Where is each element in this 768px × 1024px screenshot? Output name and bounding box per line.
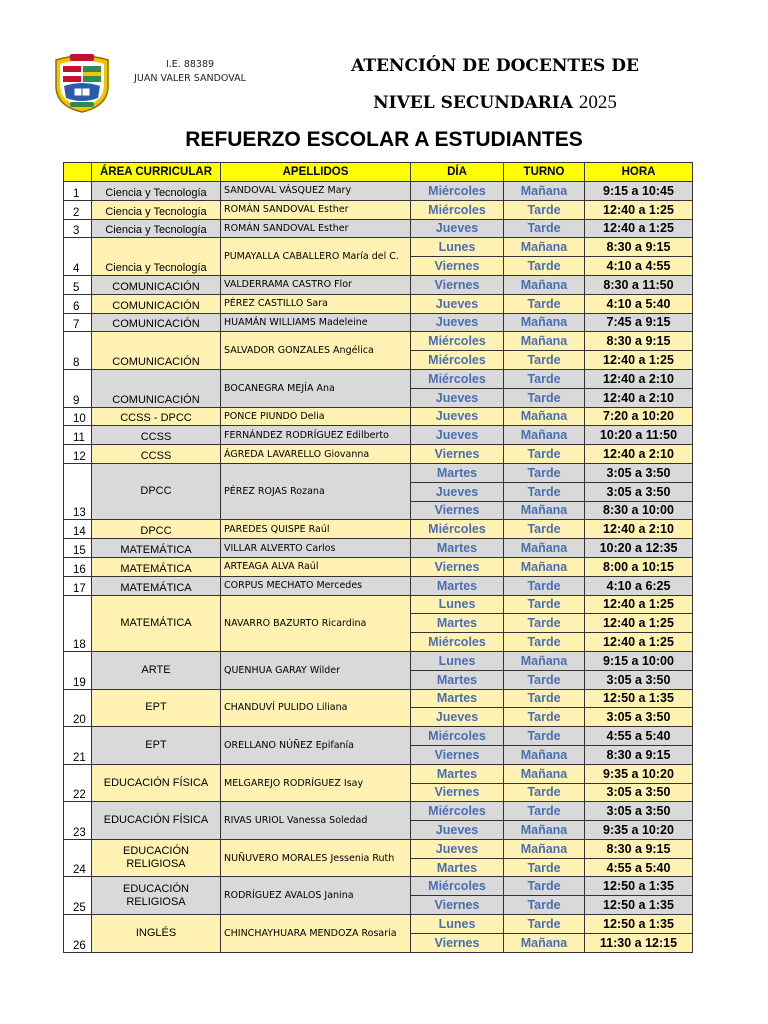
row-number: 26 bbox=[64, 915, 92, 953]
table-row bbox=[64, 445, 693, 464]
day-cell: Jueves bbox=[411, 708, 504, 727]
day-cell: Miércoles bbox=[411, 332, 504, 351]
area-cell: ARTE bbox=[92, 651, 221, 689]
shift-cell: Tarde bbox=[504, 219, 585, 238]
area-cell: COMUNICACIÓN bbox=[92, 313, 221, 332]
area-cell: Ciencia y Tecnología bbox=[92, 219, 221, 238]
day-cell: Miércoles bbox=[411, 727, 504, 746]
area-cell: CCSS bbox=[92, 426, 221, 445]
hour-cell: 3:05 a 3:50 bbox=[585, 708, 693, 727]
row-number: 19 bbox=[64, 651, 92, 689]
shift-cell: Mañana bbox=[504, 182, 585, 201]
shift-cell: Mañana bbox=[504, 557, 585, 576]
shift-cell: Mañana bbox=[504, 933, 585, 952]
row-number: 15 bbox=[64, 539, 92, 558]
area-cell: EDUCACIÓN FÍSICA bbox=[92, 764, 221, 802]
hour-cell: 9:35 a 10:20 bbox=[585, 821, 693, 840]
day-cell: Viernes bbox=[411, 501, 504, 520]
day-cell: Jueves bbox=[411, 839, 504, 858]
hour-cell: 4:55 a 5:40 bbox=[585, 858, 693, 877]
day-cell: Miércoles bbox=[411, 802, 504, 821]
area-cell: COMUNICACIÓN bbox=[92, 275, 221, 294]
hour-cell: 8:30 a 9:15 bbox=[585, 745, 693, 764]
table-body bbox=[64, 182, 693, 953]
row-number: 2 bbox=[64, 200, 92, 219]
table-row bbox=[64, 595, 693, 614]
title-line-2 bbox=[290, 92, 700, 114]
table-row bbox=[64, 313, 693, 332]
table-row bbox=[64, 915, 693, 934]
surname-cell: ROMÁN SANDOVAL Esther bbox=[221, 200, 411, 219]
shift-cell: Tarde bbox=[504, 858, 585, 877]
shift-cell: Tarde bbox=[504, 482, 585, 501]
hour-cell: 12:40 a 1:25 bbox=[585, 200, 693, 219]
area-cell: EPT bbox=[92, 689, 221, 727]
area-cell: MATEMÁTICA bbox=[92, 595, 221, 651]
hour-cell: 8:30 a 9:15 bbox=[585, 238, 693, 257]
row-number: 4 bbox=[64, 238, 92, 276]
hour-cell: 12:40 a 1:25 bbox=[585, 614, 693, 633]
area-cell: CCSS - DPCC bbox=[92, 407, 221, 426]
shift-cell: Mañana bbox=[504, 745, 585, 764]
area-cell: EDUCACIÓN RELIGIOSA bbox=[92, 839, 221, 877]
row-number: 6 bbox=[64, 294, 92, 313]
surname-cell: CORPUS MECHATO Mercedes bbox=[221, 576, 411, 595]
day-cell: Martes bbox=[411, 576, 504, 595]
surname-cell: SALVADOR GONZALES Angélica bbox=[221, 332, 411, 370]
title-line-1: ATENCIÓN DE DOCENTES DE bbox=[351, 56, 639, 76]
day-cell: Jueves bbox=[411, 426, 504, 445]
shift-cell: Tarde bbox=[504, 463, 585, 482]
table-row bbox=[64, 238, 693, 257]
hour-cell: 9:35 a 10:20 bbox=[585, 764, 693, 783]
hour-cell: 8:30 a 9:15 bbox=[585, 839, 693, 858]
header-number bbox=[64, 163, 92, 182]
surname-cell: NAVARRO BAZURTO Ricardina bbox=[221, 595, 411, 651]
surname-cell: PUMAYALLA CABALLERO María del C. bbox=[221, 238, 411, 276]
day-cell: Martes bbox=[411, 614, 504, 633]
day-cell: Miércoles bbox=[411, 200, 504, 219]
school-name: JUAN VALER SANDOVAL bbox=[134, 73, 246, 84]
area-cell: Ciencia y Tecnología bbox=[92, 238, 221, 276]
row-number: 8 bbox=[64, 332, 92, 370]
day-cell: Martes bbox=[411, 539, 504, 558]
day-cell: Viernes bbox=[411, 933, 504, 952]
row-number: 22 bbox=[64, 764, 92, 802]
table-row bbox=[64, 727, 693, 746]
shift-cell: Mañana bbox=[504, 426, 585, 445]
hour-cell: 4:10 a 6:25 bbox=[585, 576, 693, 595]
surname-cell: BOCANEGRA MEJÍA Ana bbox=[221, 369, 411, 407]
hour-cell: 3:05 a 3:50 bbox=[585, 802, 693, 821]
hour-cell: 3:05 a 3:50 bbox=[585, 482, 693, 501]
row-number: 5 bbox=[64, 275, 92, 294]
page-title: REFUERZO ESCOLAR A ESTUDIANTES bbox=[185, 128, 583, 151]
header-hour: HORA bbox=[585, 163, 693, 182]
area-cell: COMUNICACIÓN bbox=[92, 332, 221, 370]
hour-cell: 9:15 a 10:00 bbox=[585, 651, 693, 670]
row-number: 24 bbox=[64, 839, 92, 877]
hour-cell: 9:15 a 10:45 bbox=[585, 182, 693, 201]
day-cell: Miércoles bbox=[411, 877, 504, 896]
table-row bbox=[64, 802, 693, 821]
area-cell: DPCC bbox=[92, 520, 221, 539]
surname-cell: VILLAR ALVERTO Carlos bbox=[221, 539, 411, 558]
row-number: 1 bbox=[64, 182, 92, 201]
day-cell: Viernes bbox=[411, 783, 504, 802]
shift-cell: Mañana bbox=[504, 764, 585, 783]
hour-cell: 12:40 a 1:25 bbox=[585, 633, 693, 652]
area-cell: INGLÉS bbox=[92, 915, 221, 953]
hour-cell: 12:40 a 2:10 bbox=[585, 445, 693, 464]
surname-cell: ÁGREDA LAVARELLO Giovanna bbox=[221, 445, 411, 464]
hour-cell: 12:50 a 1:35 bbox=[585, 915, 693, 934]
shift-cell: Tarde bbox=[504, 877, 585, 896]
surname-cell: RODRÍGUEZ AVALOS Janina bbox=[221, 877, 411, 915]
day-cell: Viernes bbox=[411, 275, 504, 294]
shift-cell: Tarde bbox=[504, 351, 585, 370]
row-number: 7 bbox=[64, 313, 92, 332]
area-cell: Ciencia y Tecnología bbox=[92, 182, 221, 201]
header-area: ÁREA CURRICULAR bbox=[92, 163, 221, 182]
row-number: 21 bbox=[64, 727, 92, 765]
day-cell: Lunes bbox=[411, 651, 504, 670]
row-number: 12 bbox=[64, 445, 92, 464]
area-cell: MATEMÁTICA bbox=[92, 557, 221, 576]
hour-cell: 7:45 a 9:15 bbox=[585, 313, 693, 332]
shift-cell: Tarde bbox=[504, 369, 585, 388]
table-row bbox=[64, 275, 693, 294]
surname-cell: ARTEAGA ALVA Raúl bbox=[221, 557, 411, 576]
day-cell: Miércoles bbox=[411, 520, 504, 539]
table-row bbox=[64, 877, 693, 896]
schedule-table bbox=[63, 162, 693, 953]
surname-cell: HUAMÁN WILLIAMS Madeleine bbox=[221, 313, 411, 332]
table-row bbox=[64, 426, 693, 445]
surname-cell: MELGAREJO RODRÍGUEZ Isay bbox=[221, 764, 411, 802]
row-number: 14 bbox=[64, 520, 92, 539]
shift-cell: Tarde bbox=[504, 633, 585, 652]
shift-cell: Mañana bbox=[504, 821, 585, 840]
shift-cell: Tarde bbox=[504, 727, 585, 746]
table-row bbox=[64, 764, 693, 783]
table-row bbox=[64, 200, 693, 219]
shift-cell: Tarde bbox=[504, 595, 585, 614]
row-number: 10 bbox=[64, 407, 92, 426]
day-cell: Lunes bbox=[411, 915, 504, 934]
hour-cell: 12:40 a 1:25 bbox=[585, 595, 693, 614]
table-row bbox=[64, 407, 693, 426]
shift-cell: Tarde bbox=[504, 445, 585, 464]
table-header-row bbox=[64, 163, 693, 182]
day-cell: Martes bbox=[411, 689, 504, 708]
shift-cell: Mañana bbox=[504, 275, 585, 294]
row-number: 17 bbox=[64, 576, 92, 595]
surname-cell: CHANDUVÍ PULIDO Liliana bbox=[221, 689, 411, 727]
shift-cell: Tarde bbox=[504, 520, 585, 539]
shift-cell: Tarde bbox=[504, 388, 585, 407]
row-number: 25 bbox=[64, 877, 92, 915]
hour-cell: 3:05 a 3:50 bbox=[585, 463, 693, 482]
shift-cell: Tarde bbox=[504, 802, 585, 821]
shift-cell: Tarde bbox=[504, 200, 585, 219]
title-level: NIVEL SECUNDARIA bbox=[373, 93, 573, 113]
surname-cell: PAREDES QUISPE Raúl bbox=[221, 520, 411, 539]
table-row bbox=[64, 651, 693, 670]
table-row bbox=[64, 369, 693, 388]
hour-cell: 7:20 a 10:20 bbox=[585, 407, 693, 426]
shift-cell: Tarde bbox=[504, 915, 585, 934]
shift-cell: Tarde bbox=[504, 689, 585, 708]
shift-cell: Mañana bbox=[504, 839, 585, 858]
table-row bbox=[64, 576, 693, 595]
hour-cell: 8:30 a 9:15 bbox=[585, 332, 693, 351]
shift-cell: Tarde bbox=[504, 708, 585, 727]
shift-cell: Tarde bbox=[504, 614, 585, 633]
table-row bbox=[64, 463, 693, 482]
day-cell: Miércoles bbox=[411, 351, 504, 370]
table-row bbox=[64, 182, 693, 201]
hour-cell: 3:05 a 3:50 bbox=[585, 670, 693, 689]
shift-cell: Mañana bbox=[504, 501, 585, 520]
day-cell: Jueves bbox=[411, 821, 504, 840]
hour-cell: 12:40 a 1:25 bbox=[585, 351, 693, 370]
row-number: 13 bbox=[64, 463, 92, 519]
day-cell: Miércoles bbox=[411, 182, 504, 201]
surname-cell: SANDOVAL VÁSQUEZ Mary bbox=[221, 182, 411, 201]
day-cell: Jueves bbox=[411, 219, 504, 238]
shift-cell: Tarde bbox=[504, 896, 585, 915]
surname-cell: ROMÁN SANDOVAL Esther bbox=[221, 219, 411, 238]
hour-cell: 12:40 a 2:10 bbox=[585, 388, 693, 407]
surname-cell: PONCE PIUNDO Delia bbox=[221, 407, 411, 426]
school-info bbox=[120, 58, 260, 86]
day-cell: Lunes bbox=[411, 595, 504, 614]
school-crest-icon bbox=[50, 50, 114, 114]
hour-cell: 12:50 a 1:35 bbox=[585, 877, 693, 896]
hour-cell: 4:10 a 4:55 bbox=[585, 257, 693, 276]
area-cell: EPT bbox=[92, 727, 221, 765]
day-cell: Viernes bbox=[411, 896, 504, 915]
shift-cell: Mañana bbox=[504, 407, 585, 426]
title-year: 2025 bbox=[578, 92, 617, 113]
table-row bbox=[64, 557, 693, 576]
hour-cell: 12:40 a 1:25 bbox=[585, 219, 693, 238]
hour-cell: 10:20 a 11:50 bbox=[585, 426, 693, 445]
day-cell: Viernes bbox=[411, 557, 504, 576]
surname-cell: PÉREZ CASTILLO Sara bbox=[221, 294, 411, 313]
hour-cell: 3:05 a 3:50 bbox=[585, 783, 693, 802]
area-cell: MATEMÁTICA bbox=[92, 576, 221, 595]
hour-cell: 8:30 a 11:50 bbox=[585, 275, 693, 294]
hour-cell: 12:40 a 2:10 bbox=[585, 520, 693, 539]
day-cell: Miércoles bbox=[411, 633, 504, 652]
header-day: DÍA bbox=[411, 163, 504, 182]
area-cell: CCSS bbox=[92, 445, 221, 464]
shift-cell: Tarde bbox=[504, 670, 585, 689]
day-cell: Jueves bbox=[411, 388, 504, 407]
shift-cell: Mañana bbox=[504, 651, 585, 670]
shift-cell: Tarde bbox=[504, 576, 585, 595]
table-row bbox=[64, 839, 693, 858]
surname-cell: FERNÁNDEZ RODRÍGUEZ Edilberto bbox=[221, 426, 411, 445]
shift-cell: Mañana bbox=[504, 332, 585, 351]
day-cell: Martes bbox=[411, 463, 504, 482]
row-number: 3 bbox=[64, 219, 92, 238]
area-cell: EDUCACIÓN FÍSICA bbox=[92, 802, 221, 840]
surname-cell: VALDERRAMA CASTRO Flor bbox=[221, 275, 411, 294]
hour-cell: 4:10 a 5:40 bbox=[585, 294, 693, 313]
day-cell: Martes bbox=[411, 858, 504, 877]
day-cell: Viernes bbox=[411, 745, 504, 764]
area-cell: COMUNICACIÓN bbox=[92, 294, 221, 313]
day-cell: Jueves bbox=[411, 294, 504, 313]
surname-cell: QUENHUA GARAY Wilder bbox=[221, 651, 411, 689]
area-cell: Ciencia y Tecnología bbox=[92, 200, 221, 219]
row-number: 23 bbox=[64, 802, 92, 840]
day-cell: Viernes bbox=[411, 257, 504, 276]
header-shift: TURNO bbox=[504, 163, 585, 182]
day-cell: Miércoles bbox=[411, 369, 504, 388]
surname-cell: CHINCHAYHUARA MENDOZA Rosaria bbox=[221, 915, 411, 953]
hour-cell: 8:30 a 10:00 bbox=[585, 501, 693, 520]
day-cell: Jueves bbox=[411, 407, 504, 426]
surname-cell: RIVAS URIOL Vanessa Soledad bbox=[221, 802, 411, 840]
hour-cell: 8:00 a 10:15 bbox=[585, 557, 693, 576]
shift-cell: Tarde bbox=[504, 257, 585, 276]
shift-cell: Mañana bbox=[504, 313, 585, 332]
table-row bbox=[64, 689, 693, 708]
hour-cell: 11:30 a 12:15 bbox=[585, 933, 693, 952]
day-cell: Jueves bbox=[411, 313, 504, 332]
row-number: 20 bbox=[64, 689, 92, 727]
hour-cell: 12:50 a 1:35 bbox=[585, 896, 693, 915]
day-cell: Martes bbox=[411, 764, 504, 783]
area-cell: DPCC bbox=[92, 463, 221, 519]
table-row bbox=[64, 539, 693, 558]
surname-cell: ORELLANO NÚÑEZ Epifanía bbox=[221, 727, 411, 765]
surname-cell: NUÑUVERO MORALES Jessenia Ruth bbox=[221, 839, 411, 877]
surname-cell: PÉREZ ROJAS Rozana bbox=[221, 463, 411, 519]
row-number: 9 bbox=[64, 369, 92, 407]
shift-cell: Mañana bbox=[504, 539, 585, 558]
day-cell: Viernes bbox=[411, 445, 504, 464]
row-number: 16 bbox=[64, 557, 92, 576]
shift-cell: Mañana bbox=[504, 238, 585, 257]
table-row bbox=[64, 219, 693, 238]
area-cell: EDUCACIÓN RELIGIOSA bbox=[92, 877, 221, 915]
table-row bbox=[64, 294, 693, 313]
table-row bbox=[64, 332, 693, 351]
day-cell: Lunes bbox=[411, 238, 504, 257]
school-code: I.E. 88389 bbox=[165, 59, 215, 70]
day-cell: Martes bbox=[411, 670, 504, 689]
shift-cell: Tarde bbox=[504, 783, 585, 802]
row-number: 18 bbox=[64, 595, 92, 651]
header-surname: APELLIDOS bbox=[221, 163, 411, 182]
hour-cell: 4:55 a 5:40 bbox=[585, 727, 693, 746]
hour-cell: 12:40 a 2:10 bbox=[585, 369, 693, 388]
hour-cell: 12:50 a 1:35 bbox=[585, 689, 693, 708]
area-cell: MATEMÁTICA bbox=[92, 539, 221, 558]
shift-cell: Tarde bbox=[504, 294, 585, 313]
table-row bbox=[64, 520, 693, 539]
day-cell: Jueves bbox=[411, 482, 504, 501]
hour-cell: 10:20 a 12:35 bbox=[585, 539, 693, 558]
row-number: 11 bbox=[64, 426, 92, 445]
area-cell: COMUNICACIÓN bbox=[92, 369, 221, 407]
